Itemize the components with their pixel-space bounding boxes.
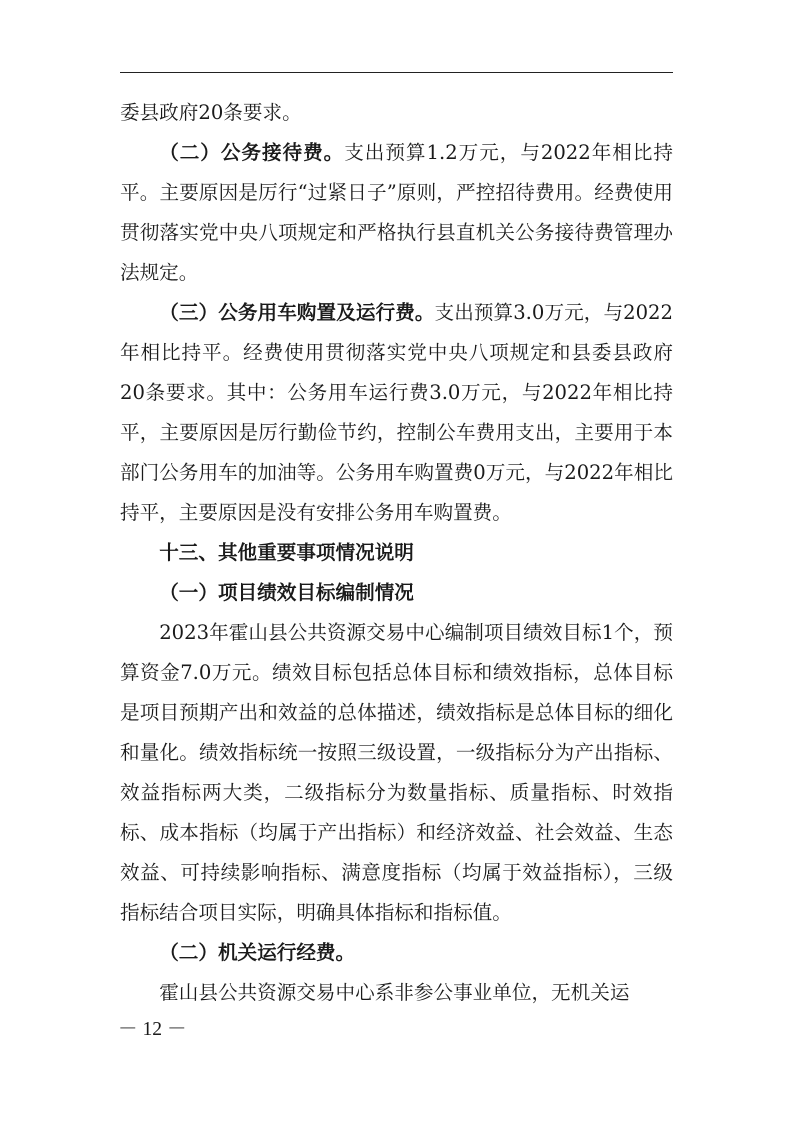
subheading-performance-targets: （一）项目绩效目标编制情况	[159, 581, 414, 604]
paragraph-continuation: 委县政府20条要求。	[120, 101, 302, 124]
page-body	[120, 93, 673, 1013]
reception-fee-text: 支出预算1.2万元，与2022年相比持平。主要原因是厉行“过紧日子”原则，严控招待费用。经费使用贯彻落实党中央八项规定和严格执行县直机关公务接待费管理办法规定。	[120, 141, 673, 284]
section-heading-13: 十三、其他重要事项情况说明	[159, 541, 414, 564]
paragraph-reception-fee	[120, 133, 673, 293]
paragraph-operating-expenses: 霍山县公共资源交易中心系非参公事业单位，无机关运	[159, 981, 630, 1004]
header-rule	[120, 72, 673, 73]
heading-reception-fee: （二）公务接待费。	[159, 141, 345, 164]
paragraph-vehicle-fee	[120, 293, 673, 533]
heading-vehicle-fee: （三）公务用车购置及运行费。	[159, 301, 435, 324]
paragraph-performance-targets: 2023年霍山县公共资源交易中心编制项目绩效目标1个，预算资金7.0万元。绩效目标包括总体目标和绩效指标，总体目标是项目预期产出和效益的总体描述，绩效指标是总体目标的细化和量化。绩效指标统一按照三级设置，一级指标分为产出指标、效益指标两大类，二级指标分为数量指标、质量指标、时效指标、成本指标（均属于产出指标）和经济效益、社会效益、生态效益、可持续影响指标、满意度指标（均属于效益指标），三级指标结合项目实际，明确具体指标和指标值。	[120, 621, 673, 924]
subheading-operating-expenses: （二）机关运行经费。	[159, 941, 356, 964]
vehicle-fee-text: 支出预算3.0万元，与2022年相比持平。经费使用贯彻落实党中央八项规定和县委县政府20条要求。其中：公务用车运行费3.0万元，与2022年相比持平，主要原因是厉行勤俭节约，控制公车费用支出，主要用于本部门公务用车的加油等。公务用车购置费0万元，与2022年相比持平，主要原因是没有安排公务用车购置费。	[120, 301, 673, 524]
page-number: － 12 －	[118, 1019, 187, 1040]
